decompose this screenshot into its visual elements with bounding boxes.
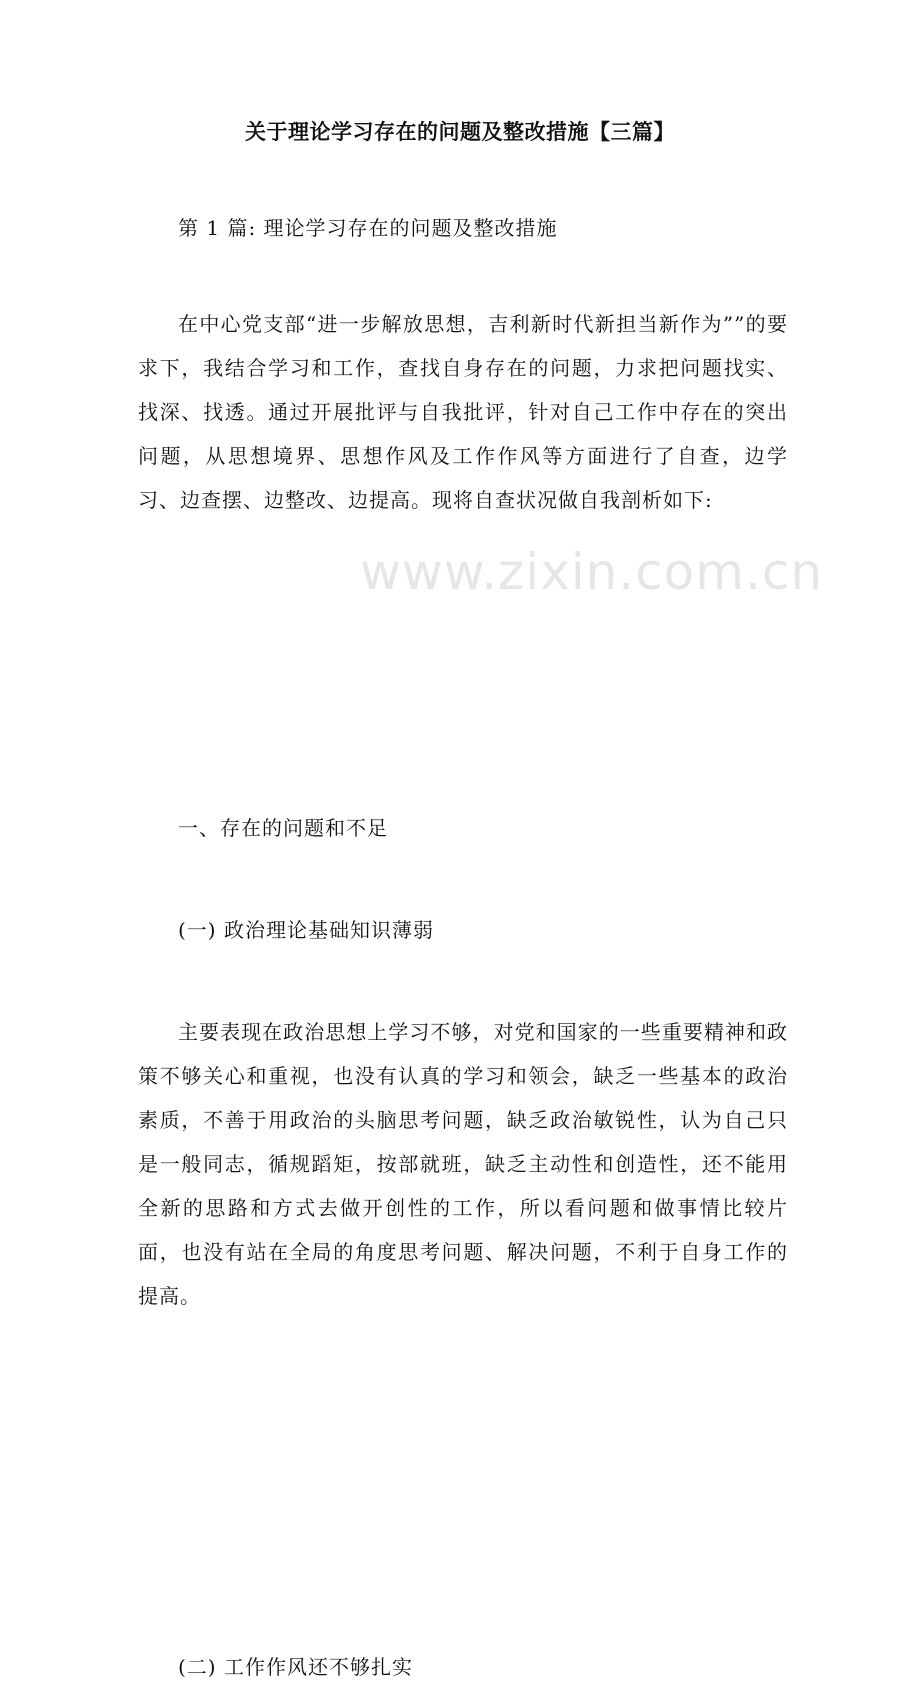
subsection-heading-2: (二) 工作作风还不够扎实 (178, 1655, 413, 1679)
subsection-heading-1: (一) 政治理论基础知识薄弱 (178, 918, 434, 942)
intro-paragraph: 在中心党支部“进一步解放思想，吉利新时代新担当新作为””的要求下，我结合学习和工作，查找自身存在的问题，力求把问题找实、找深、找透。通过开展批评与自我批评，针对自己工作中存在的突出问题，从思想境界、思想作风及工作作风等方面进行了自查，边学习、边查摆、边整改、边提高。现将自查状况做自我剖析如下: (138, 312, 788, 512)
section-heading-problems: 一、存在的问题和不足 (178, 816, 388, 840)
subsection-body-1: 主要表现在政治思想上学习不够，对党和国家的一些重要精神和政策不够关心和重视，也没有认真的学习和领会，缺乏一些基本的政治素质，不善于用政治的头脑思考问题，缺乏政治敏锐性，认为自己只是一般同志，循规蹈矩，按部就班，缺乏主动性和创造性，还不能用全新的思路和方式去做开创性的工作，所以看问题和做事情比较片面，也没有站在全局的角度思考问题、解决问题，不利于自身工作的提高。 (138, 1020, 788, 1308)
document-title: 关于理论学习存在的问题及整改措施【三篇】 (245, 120, 675, 144)
part-heading: 第 1 篇: 理论学习存在的问题及整改措施 (178, 216, 558, 240)
watermark: www.zixin.com.cn (360, 543, 824, 601)
